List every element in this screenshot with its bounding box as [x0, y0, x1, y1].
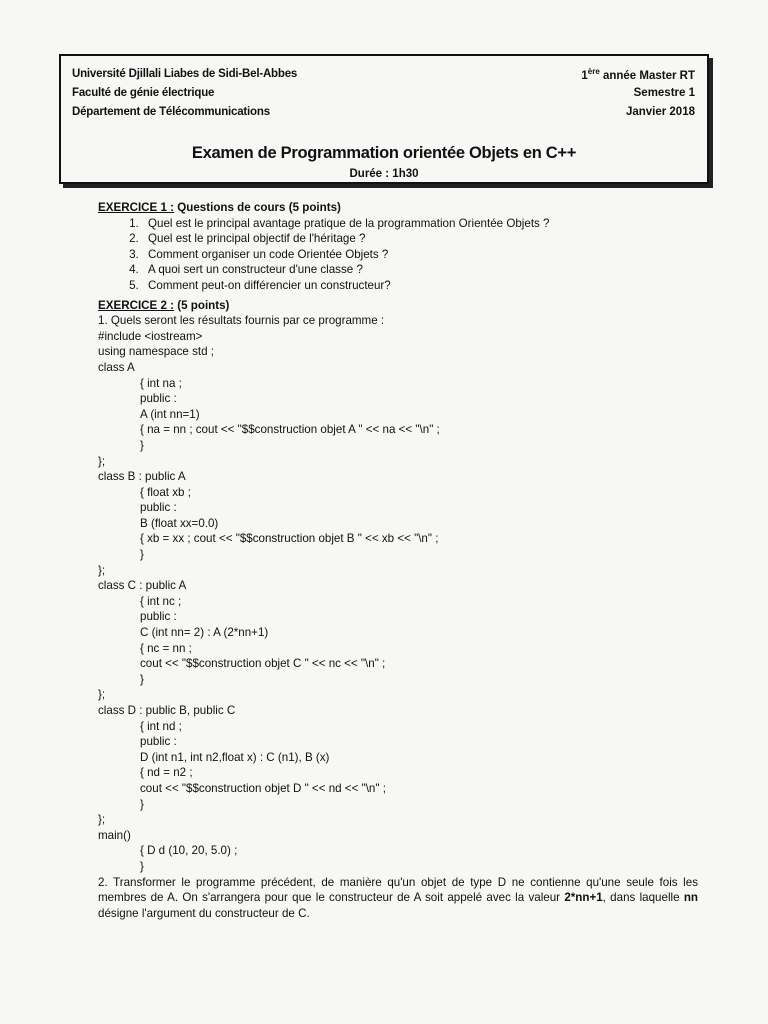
code-line: public : — [140, 501, 177, 515]
code-line: }; — [98, 563, 106, 577]
question-item: 5. Comment peut-on différencier un constructeur? — [142, 278, 698, 294]
exercise2-heading: EXERCICE 2 : (5 points) — [98, 298, 230, 312]
code-line: D (int n1, int n2,float x) : C (n1), B (x) — [140, 750, 330, 764]
exercise2-intro: 1. Quels seront les résultats fournis par ce programme : — [98, 314, 385, 328]
code-line: { nd = n2 ; — [140, 766, 193, 780]
code-line: main() — [98, 828, 131, 842]
exercise2-part2: 2. Transformer le programme précédent, de manière qu'un objet de type D ne contienne qu'une seule fois les membres de A. On s'arrangera pour que le constructeur de A soit appelé avec la valeur 2*nn+1, dans laquelle nn désigne l'argument du constructeur de C. — [98, 875, 698, 920]
code-line: C (int nn= 2) : A (2*nn+1) — [140, 626, 269, 640]
code-line: B (float xx=0.0) — [140, 516, 219, 530]
university-name: Université Djillali Liabes de Sidi-Bel-Abbes — [72, 68, 298, 80]
exercise1-heading: EXERCICE 1 : Questions de cours (5 points) — [98, 201, 341, 214]
exam-content — [98, 200, 698, 921]
code-line: using namespace std ; — [98, 345, 215, 359]
code-line: } — [140, 672, 144, 686]
code-line: } — [140, 859, 144, 873]
code-line: class B : public A — [98, 470, 186, 484]
question-item: 4. A quoi sert un constructeur d'une classe ? — [142, 262, 698, 278]
code-line: { na = nn ; cout << "$$construction objet A " << na << "\n" ; — [140, 423, 440, 437]
department-name: Département de Télécommunications — [72, 106, 270, 118]
code-line: { xb = xx ; cout << "$$construction objet B " << xb << "\n" ; — [140, 532, 439, 546]
question-item: 2. Quel est le principal objectif de l'héritage ? — [142, 231, 698, 247]
code-line: }; — [98, 454, 106, 468]
code-line: { float xb ; — [140, 485, 191, 499]
exam-title: Examen de Programmation orientée Objets en C++ — [191, 144, 577, 162]
question-item: 3. Comment organiser un code Orientée Objets ? — [142, 247, 698, 263]
code-line: }; — [98, 813, 106, 827]
code-line: cout << "$$construction objet D " << nd << "\n" ; — [140, 781, 386, 795]
code-line: public : — [140, 392, 177, 406]
code-line: A (int nn=1) — [140, 407, 200, 421]
code-line: public : — [140, 610, 177, 624]
code-line: { nc = nn ; — [140, 641, 192, 655]
code-line: { D d (10, 20, 5.0) ; — [140, 844, 238, 858]
question-item: 1. Quel est le principal avantage pratique de la programmation Orientée Objets ? — [142, 216, 698, 232]
exam-date: Janvier 2018 — [625, 106, 695, 118]
semester-label: Semestre 1 — [633, 87, 695, 99]
code-listing — [98, 329, 698, 875]
code-line: class D : public B, public C — [98, 704, 236, 717]
code-line: #include <iostream> — [98, 329, 203, 343]
code-line: } — [140, 438, 144, 452]
code-line: { int na ; — [140, 376, 182, 390]
exercise1-questions — [98, 216, 698, 294]
exam-duration: Durée : 1h30 — [349, 168, 419, 180]
faculty-name: Faculté de génie électrique — [72, 87, 215, 99]
code-line: }; — [98, 688, 106, 702]
code-line: public : — [140, 735, 177, 749]
code-line: { int nc ; — [140, 594, 182, 608]
exam-header — [59, 54, 709, 184]
code-line: { int nd ; — [140, 719, 182, 733]
code-line: class C : public A — [98, 579, 187, 593]
code-line: class A — [98, 360, 135, 374]
code-line: cout << "$$construction objet C " << nc << "\n" ; — [140, 657, 386, 671]
code-line: } — [140, 797, 144, 811]
level-label: 1ère année Master RT — [581, 67, 695, 82]
code-line: } — [140, 548, 144, 562]
